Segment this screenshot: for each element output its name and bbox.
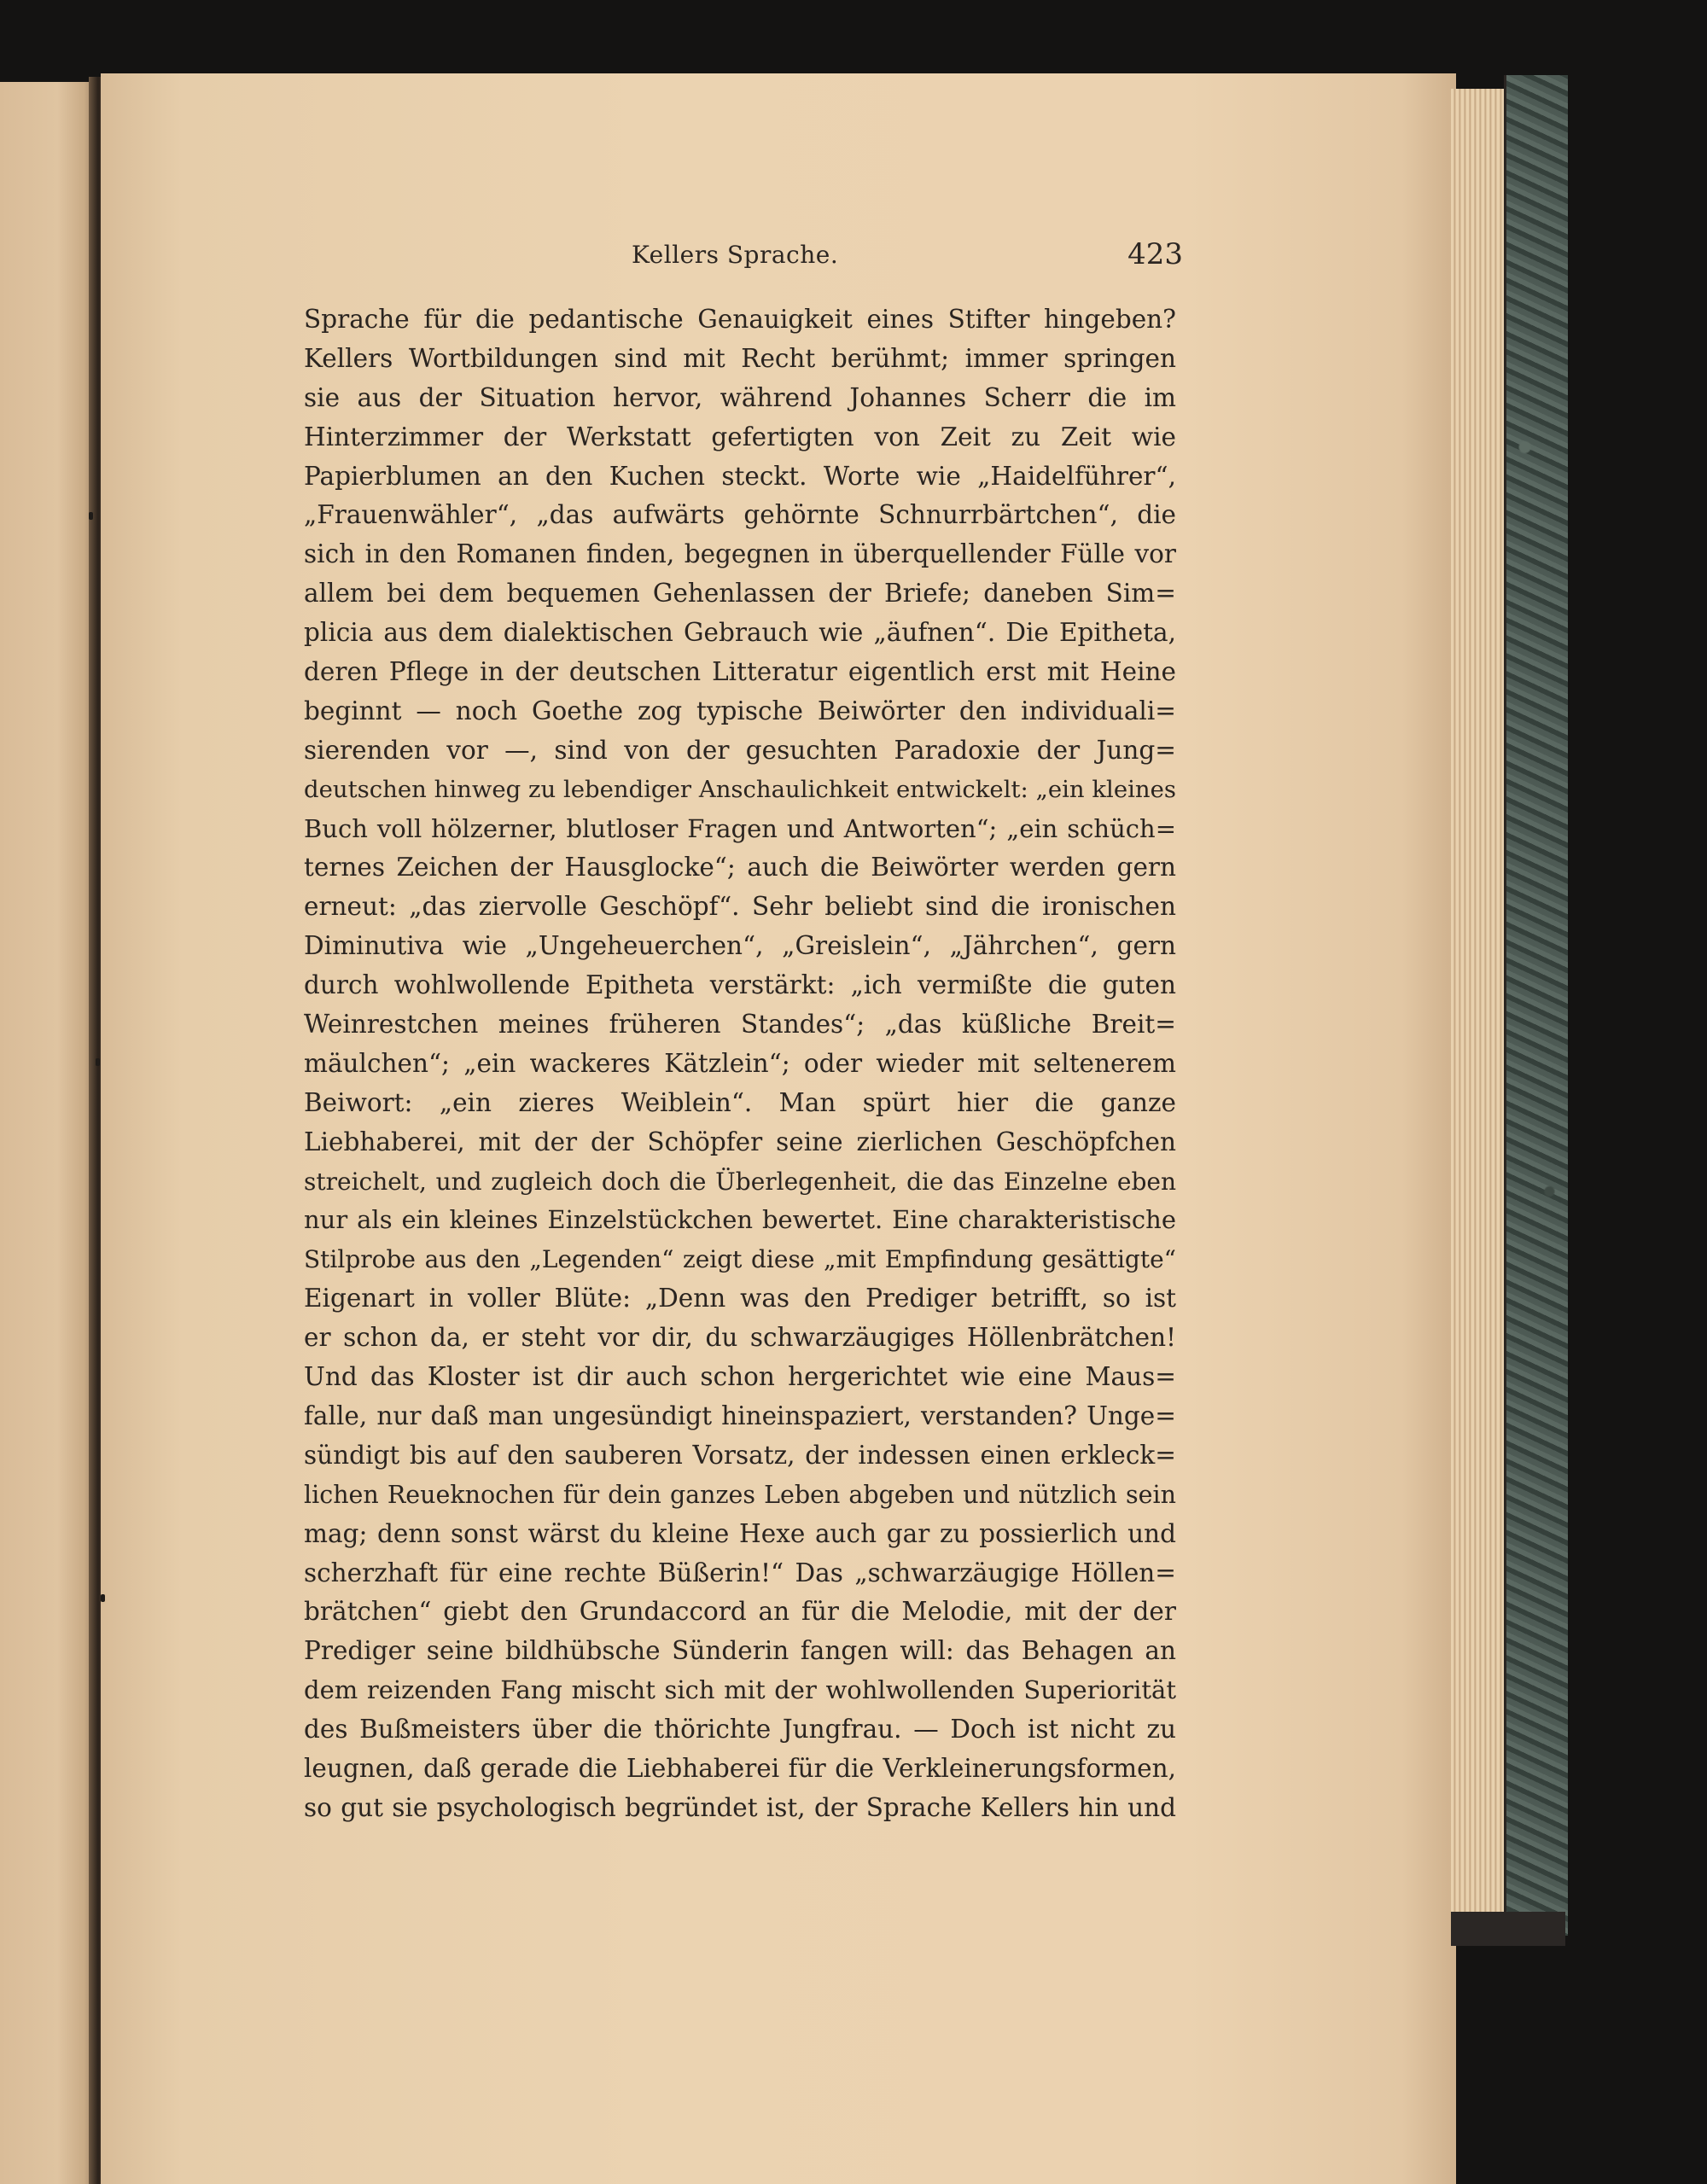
text-line: so gut sie psychologisch begründet ist, der Sprache Kellers hin und (304, 1792, 1176, 1822)
text-line: scherzhaft für eine rechte Büßerin!“ Das „schwarzäugige Höllen= (304, 1558, 1176, 1587)
text-line: Und das Kloster ist dir auch schon hergerichtet wie eine Maus= (304, 1362, 1176, 1392)
marbled-cover-board (1504, 75, 1568, 1936)
text-line: deutschen hinweg zu lebendiger Anschaulichkeit entwickelt: „ein kleines (304, 775, 1176, 803)
text-line: erneut: „das ziervolle Geschöpf“. Sehr beliebt sind die ironischen (304, 892, 1176, 922)
text-line: sie aus der Situation hervor, während Johannes Scherr die im (304, 382, 1176, 412)
text-line: plicia aus dem dialektischen Gebrauch wie „äufnen“. Die Epitheta, (304, 618, 1176, 648)
cover-shadow (1451, 1912, 1565, 1946)
text-line: des Bußmeisters über die thörichte Jungfrau. — Doch ist nicht zu (304, 1715, 1176, 1744)
left-page-edge (0, 82, 96, 2184)
text-line: Beiwort: „ein zieres Weiblein“. Man spürt hier die ganze (304, 1087, 1176, 1117)
text-line: „Frauenwähler“, „das aufwärts gehörnte Schnurrbärtchen“, die (304, 500, 1176, 530)
text-line: durch wohlwollende Epitheta verstärkt: „ich vermißte die guten (304, 970, 1176, 1000)
text-line: dem reizenden Fang mischt sich mit der wohlwollenden Superiorität (304, 1675, 1176, 1705)
text-line: lichen Reueknochen für dein ganzes Leben abgeben und nützlich sein (304, 1480, 1176, 1509)
page-number: 423 (1127, 237, 1183, 271)
text-line: sündigt bis auf den sauberen Vorsatz, der indessen einen erkleck= (304, 1440, 1176, 1470)
text-line: Eigenart in voller Blüte: „Denn was den Prediger betrifft, so ist (304, 1284, 1176, 1313)
text-line: streichelt, und zugleich doch die Überlegenheit, die das Einzelne eben (304, 1167, 1176, 1196)
text-line: Weinrestchen meines früheren Standes“; „das küßliche Breit= (304, 1010, 1176, 1040)
text-line: Prediger seine bildhübsche Sünderin fangen will: das Behagen an (304, 1636, 1176, 1666)
text-line: allem bei dem bequemen Gehenlassen der Briefe; daneben Sim= (304, 579, 1176, 609)
text-line: falle, nur daß man ungesündigt hineinspaziert, verstanden? Unge= (304, 1401, 1176, 1430)
margin-speck (96, 1058, 100, 1066)
body-text (304, 300, 1176, 1828)
margin-speck (89, 512, 93, 520)
text-line: nur als ein kleines Einzelstückchen bewertet. Eine charakteristische (304, 1205, 1176, 1235)
text-line: brätchen“ giebt den Grundaccord an für die Melodie, mit der der (304, 1597, 1176, 1627)
text-line: Papierblumen an den Kuchen steckt. Worte wie „Haidelführer“, (304, 461, 1176, 491)
text-line: Stilprobe aus den „Legenden“ zeigt diese „mit Empfindung gesättigte“ (304, 1245, 1176, 1274)
page-block-edges (1451, 89, 1507, 1920)
text-line: Sprache für die pedantische Genauigkeit eines Stifter hingeben? (304, 305, 1176, 334)
text-line: Liebhaberei, mit der der Schöpfer seine zierlichen Geschöpfchen (304, 1127, 1176, 1156)
text-line: sich in den Romanen finden, begegnen in überquellender Fülle vor (304, 539, 1176, 569)
text-line: mag; denn sonst wärst du kleine Hexe auch gar zu possierlich und (304, 1518, 1176, 1548)
running-title: Kellers Sprache. (632, 241, 839, 269)
text-line: beginnt — noch Goethe zog typische Beiwörter den individuali= (304, 696, 1176, 725)
text-line: Buch voll hölzerner, blutloser Fragen und Antworten“; „ein schüch= (304, 813, 1176, 843)
running-head (307, 237, 1183, 278)
text-line: sierenden vor —, sind von der gesuchten Paradoxie der Jung= (304, 735, 1176, 765)
text-line: Diminutiva wie „Ungeheuerchen“, „Greislein“, „Jährchen“, gern (304, 931, 1176, 961)
margin-speck (101, 1594, 105, 1602)
text-line: deren Pflege in der deutschen Litteratur eigentlich erst mit Heine (304, 657, 1176, 687)
text-line: Hinterzimmer der Werkstatt gefertigten von Zeit zu Zeit wie (304, 422, 1176, 451)
text-line: mäulchen“; „ein wackeres Kätzlein“; oder wieder mit seltenerem (304, 1048, 1176, 1078)
text-line: er schon da, er steht vor dir, du schwarzäugiges Höllenbrätchen! (304, 1323, 1176, 1353)
text-line: Kellers Wortbildungen sind mit Recht berühmt; immer springen (304, 343, 1176, 373)
text-line: ternes Zeichen der Hausglocke“; auch die Beiwörter werden gern (304, 853, 1176, 882)
text-line: leugnen, daß gerade die Liebhaberei für die Verkleinerungsformen, (304, 1753, 1176, 1783)
